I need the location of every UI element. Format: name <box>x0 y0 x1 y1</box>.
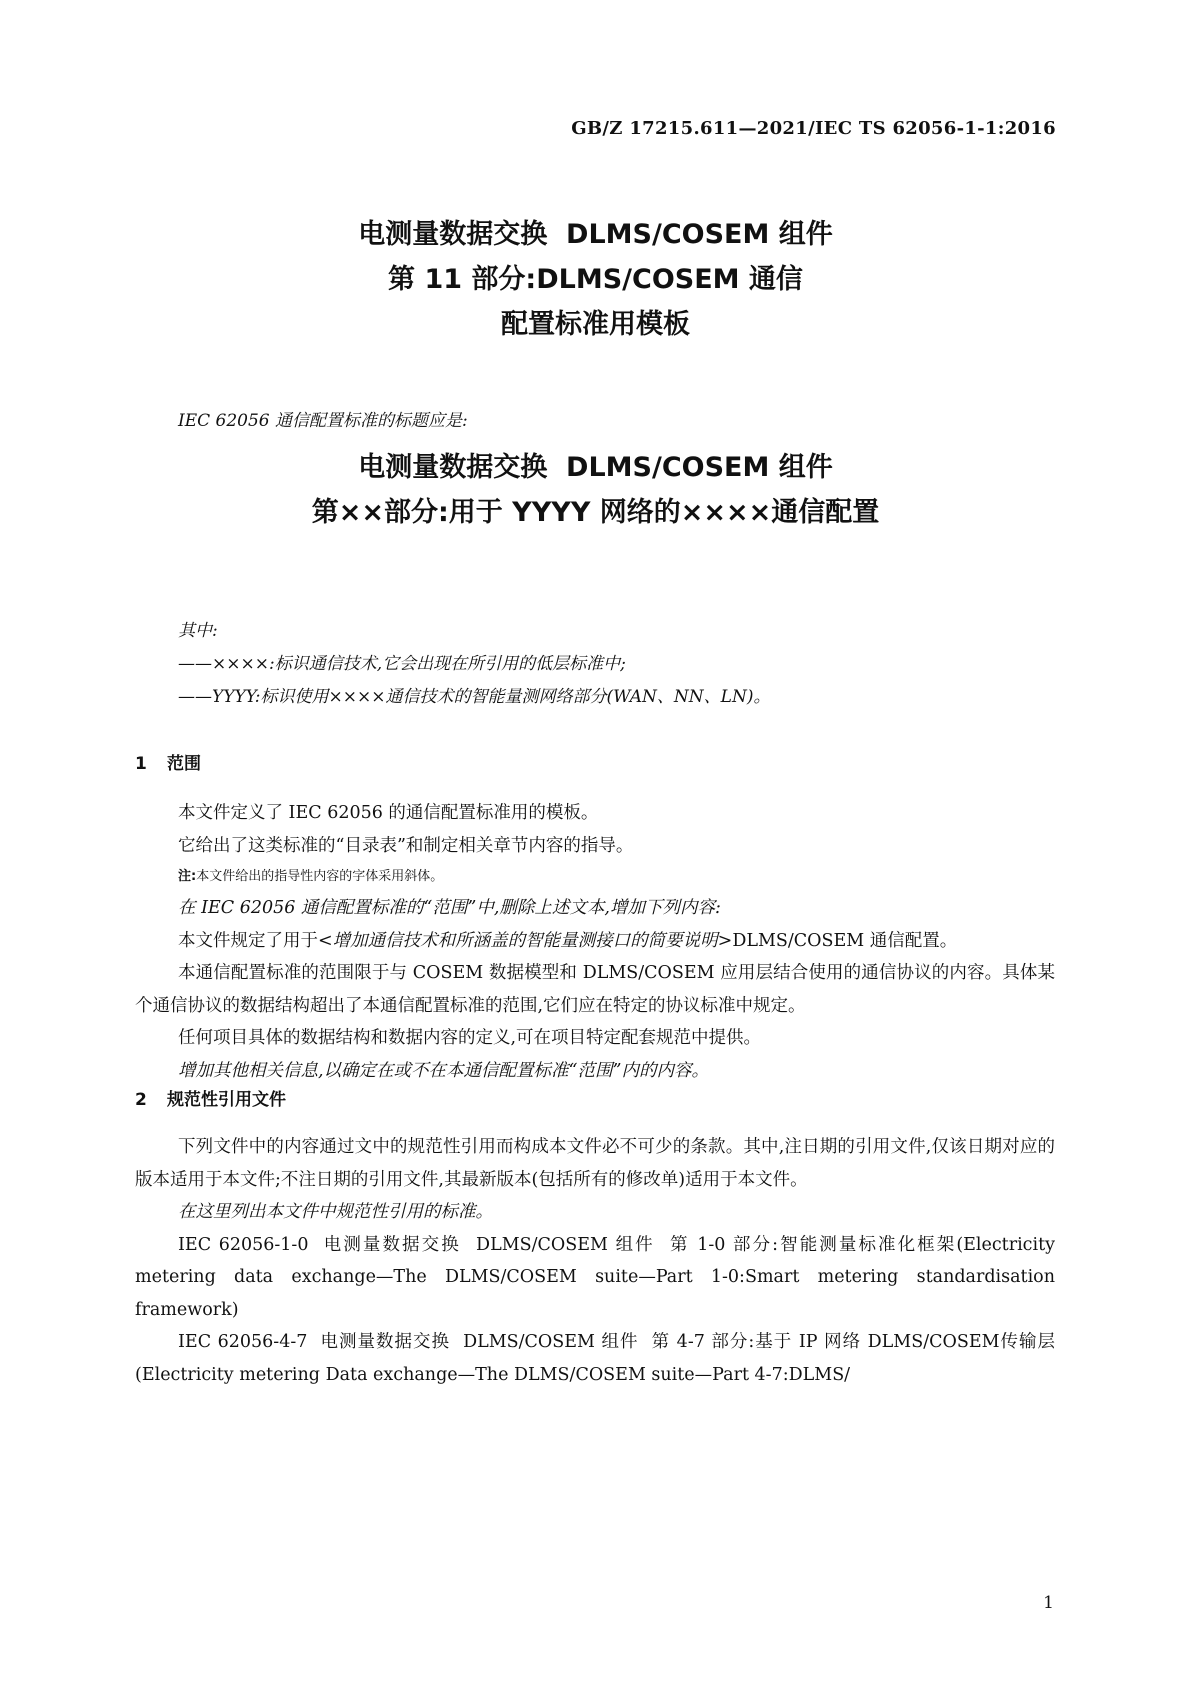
template-title <box>0 445 1191 535</box>
section-2-para-2: 在这里列出本文件中规范性引用的标准。 <box>178 1202 493 1222</box>
template-title-line-1: 电测量数据交换 DLMS/COSEM 组件 <box>358 452 833 483</box>
where-definitions <box>178 615 1058 714</box>
section-1-heading <box>135 749 201 774</box>
title-line-2: 第 11 部分:DLMS/COSEM 通信 <box>388 264 803 295</box>
reference-1: IEC 62056-1-0 电测量数据交换 DLMS/COSEM 组件 第 1-0 部分:智能测量标准化框架(Electricity metering data exchange—The DLMS/COSEM suite—Part 1-0:Smart metering standardisation framework) <box>135 1234 1061 1320</box>
section-1-para-2: 它给出了这类标准的“目录表”和制定相关章节内容的指导。 <box>178 835 634 856</box>
standard-code-header: GB/Z 17215.611—2021/IEC TS 62056-1-1:2016 <box>571 118 1056 139</box>
section-2-title: 规范性引用文件 <box>167 1090 286 1110</box>
document-title <box>0 212 1191 347</box>
note-label: 注: <box>178 869 197 884</box>
reference-2: IEC 62056-4-7 电测量数据交换 DLMS/COSEM 组件 第 4-7 部分:基于 IP 网络 DLMS/COSEM传输层(Electricity metering Data exchange—The DLMS/COSEM suite—Part 4-7:DLMS/ <box>135 1332 1055 1385</box>
section-1-para-5: 本通信配置标准的范围限于与 COSEM 数据模型和 DLMS/COSEM 应用层结合使用的通信协议的内容。具体某个通信协议的数据结构超出了本通信配置标准的范围,它们应在特定的协议标准中规定。 <box>135 963 1055 1016</box>
section-1-content <box>135 797 1055 1087</box>
section-1-title: 范围 <box>167 754 201 774</box>
section-1-number: 1 <box>135 754 147 774</box>
section-2-heading <box>135 1085 286 1110</box>
para-4-italic: <增加通信技术和所涵盖的智能量测接口的简要说明> <box>318 930 733 951</box>
section-1-para-7: 增加其他相关信息,以确定在或不在本通信配置标准“范围”内的内容。 <box>178 1060 709 1081</box>
title-line-3: 配置标准用模板 <box>501 309 690 340</box>
page-number: 1 <box>1043 1593 1054 1613</box>
section-1-para-6: 任何项目具体的数据结构和数据内容的定义,可在项目特定配套规范中提供。 <box>178 1028 762 1048</box>
intro-note: IEC 62056 通信配置标准的标题应是: <box>178 411 468 431</box>
title-line-1: 电测量数据交换 DLMS/COSEM 组件 <box>358 219 833 250</box>
para-4-tail: DLMS/COSEM 通信配置。 <box>732 930 958 951</box>
where-label: 其中: <box>178 621 218 641</box>
section-1-para-3: 在 IEC 62056 通信配置标准的“范围”中,删除上述文本,增加下列内容: <box>178 898 721 918</box>
para-4-lead: 本文件规定了用于 <box>178 930 318 951</box>
section-1-para-1: 本文件定义了 IEC 62056 的通信配置标准用的模板。 <box>178 803 599 823</box>
section-2-number: 2 <box>135 1090 147 1110</box>
section-1-note <box>135 862 1055 892</box>
section-2-para-1: 下列文件中的内容通过文中的规范性引用而构成本文件必不可少的条款。其中,注日期的引用文件,仅该日期对应的版本适用于本文件;不注日期的引用文件,其最新版本(包括所有的修改单)适用于本文件。 <box>135 1137 1055 1190</box>
template-title-line-2: 第××部分:用于 YYYY 网络的××××通信配置 <box>311 497 880 528</box>
section-2-content <box>135 1131 1061 1391</box>
section-1-para-4 <box>135 925 1055 958</box>
where-item-2: ——YYYY:标识使用××××通信技术的智能量测网络部分(WAN、NN、LN)。 <box>178 687 771 707</box>
where-item-1: ——××××:标识通信技术,它会出现在所引用的低层标准中; <box>178 654 626 674</box>
note-text: 本文件给出的指导性内容的字体采用斜体。 <box>196 869 444 884</box>
